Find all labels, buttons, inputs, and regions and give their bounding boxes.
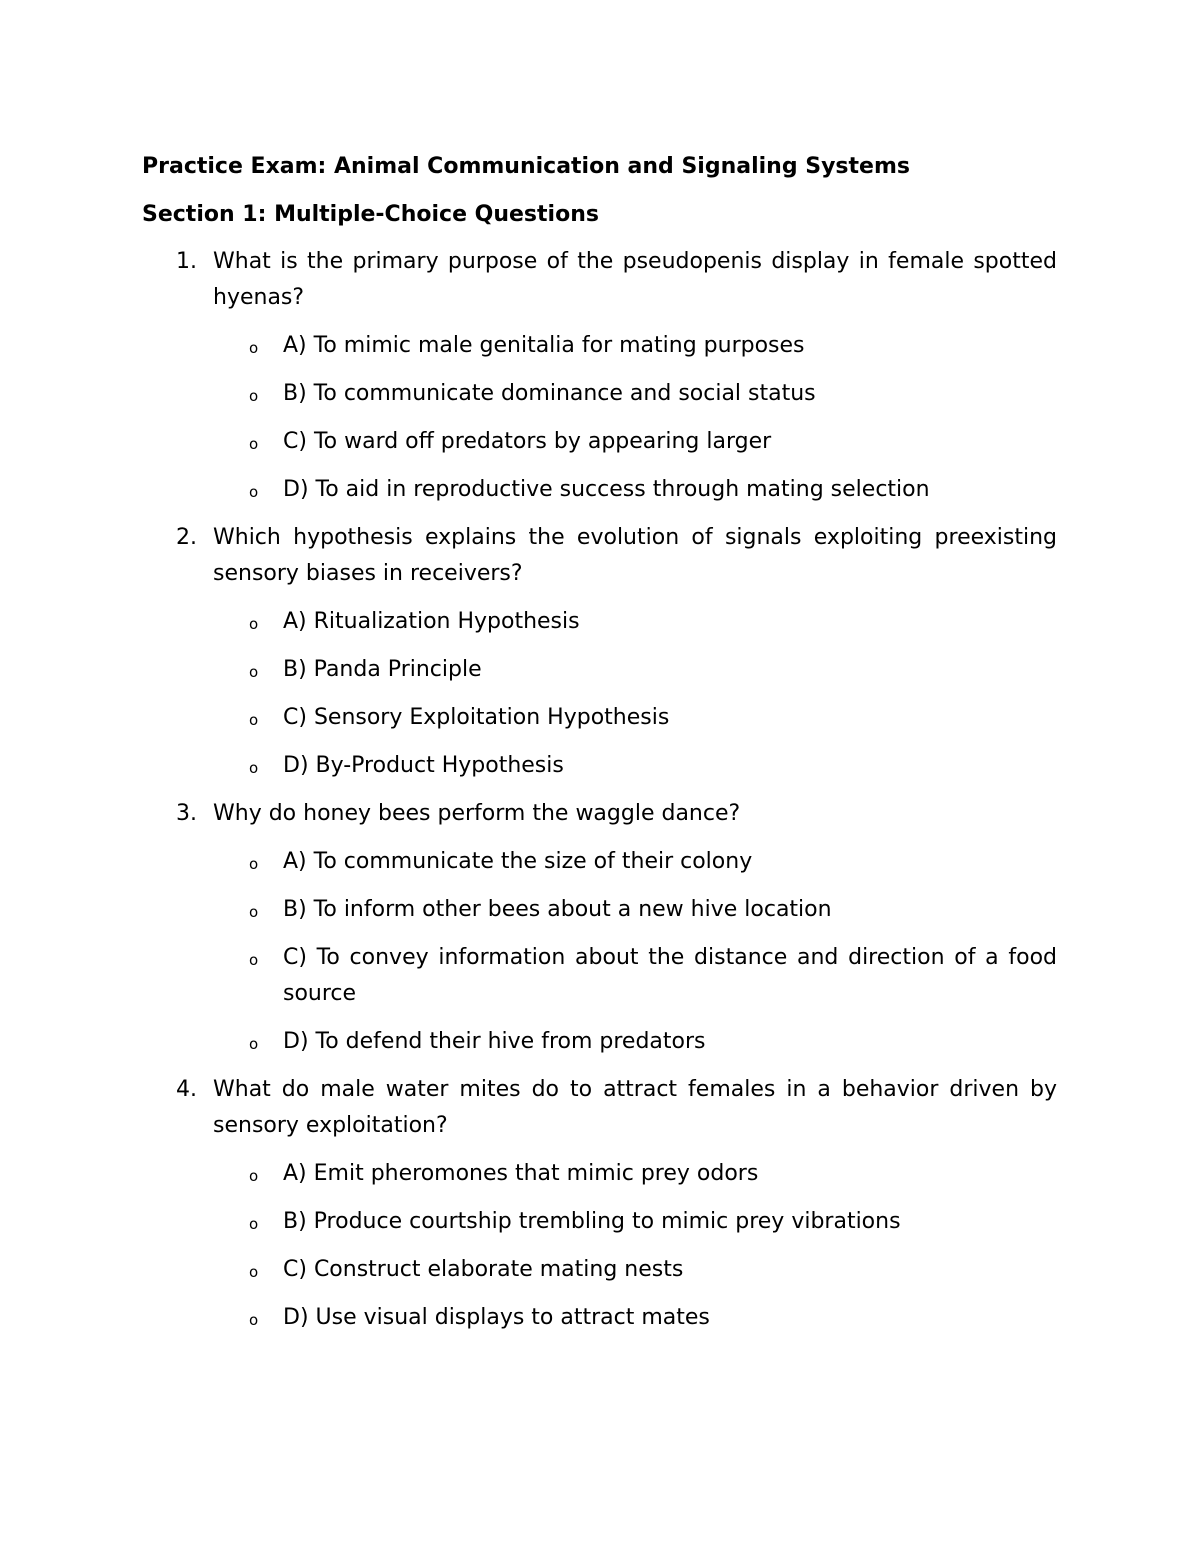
answer-option bbox=[213, 376, 1057, 412]
bullet-icon: o bbox=[249, 903, 259, 921]
bullet-icon: o bbox=[249, 483, 259, 501]
question-number: 1. bbox=[176, 249, 197, 274]
bullet-icon: o bbox=[249, 1167, 259, 1185]
question-text: What is the primary purpose of the pseudopenis display in female spotted hyenas? bbox=[213, 249, 1057, 310]
bullet-icon: o bbox=[249, 855, 259, 873]
answer-option-text: D) To aid in reproductive success through mating selection bbox=[283, 477, 930, 502]
bullet-icon: o bbox=[249, 711, 259, 729]
bullet-icon: o bbox=[249, 339, 259, 357]
question-list bbox=[142, 244, 1057, 1336]
answer-option-text: D) Use visual displays to attract mates bbox=[283, 1305, 710, 1330]
answer-option-text: A) To mimic male genitalia for mating purposes bbox=[283, 333, 805, 358]
answer-option-text: B) To inform other bees about a new hive location bbox=[283, 897, 832, 922]
answer-option bbox=[213, 328, 1057, 364]
answer-option-text: C) Sensory Exploitation Hypothesis bbox=[283, 705, 670, 730]
question-item bbox=[142, 244, 1057, 508]
bullet-icon: o bbox=[249, 615, 259, 633]
question-text: What do male water mites do to attract females in a behavior driven by sensory exploitation? bbox=[213, 1077, 1057, 1138]
answer-option bbox=[213, 604, 1057, 640]
bullet-icon: o bbox=[249, 1215, 259, 1233]
answer-option-text: C) Construct elaborate mating nests bbox=[283, 1257, 684, 1282]
answer-option-list bbox=[213, 1156, 1057, 1336]
question-item bbox=[142, 1072, 1057, 1336]
answer-option bbox=[213, 652, 1057, 688]
bullet-icon: o bbox=[249, 951, 259, 969]
answer-option-text: C) To ward off predators by appearing larger bbox=[283, 429, 772, 454]
bullet-icon: o bbox=[249, 1035, 259, 1053]
answer-option bbox=[213, 1204, 1057, 1240]
answer-option bbox=[213, 472, 1057, 508]
answer-option bbox=[213, 1300, 1057, 1336]
answer-option-text: C) To convey information about the distance and direction of a food source bbox=[283, 945, 1057, 1006]
answer-option bbox=[213, 844, 1057, 880]
answer-option-text: A) Ritualization Hypothesis bbox=[283, 609, 580, 634]
bullet-icon: o bbox=[249, 387, 259, 405]
answer-option bbox=[213, 940, 1057, 1012]
answer-option bbox=[213, 1024, 1057, 1060]
question-number: 3. bbox=[176, 801, 197, 826]
answer-option-text: B) Panda Principle bbox=[283, 657, 482, 682]
bullet-icon: o bbox=[249, 663, 259, 681]
answer-option bbox=[213, 424, 1057, 460]
document-page bbox=[142, 150, 1057, 1348]
document-title: Practice Exam: Animal Communication and Signaling Systems bbox=[142, 154, 910, 179]
question-text: Why do honey bees perform the waggle dance? bbox=[213, 801, 741, 826]
question-number: 4. bbox=[176, 1077, 197, 1102]
bullet-icon: o bbox=[249, 435, 259, 453]
question-text: Which hypothesis explains the evolution of signals exploiting preexisting sensory biases in receivers? bbox=[213, 525, 1057, 586]
answer-option-text: D) To defend their hive from predators bbox=[283, 1029, 706, 1054]
answer-option-list bbox=[213, 604, 1057, 784]
section-title: Section 1: Multiple-Choice Questions bbox=[142, 202, 599, 227]
answer-option bbox=[213, 748, 1057, 784]
answer-option-text: A) To communicate the size of their colony bbox=[283, 849, 753, 874]
answer-option-list bbox=[213, 328, 1057, 508]
answer-option-text: D) By-Product Hypothesis bbox=[283, 753, 564, 778]
question-item bbox=[142, 520, 1057, 784]
answer-option-text: B) To communicate dominance and social status bbox=[283, 381, 816, 406]
answer-option-text: B) Produce courtship trembling to mimic prey vibrations bbox=[283, 1209, 901, 1234]
answer-option-list bbox=[213, 844, 1057, 1060]
answer-option bbox=[213, 1252, 1057, 1288]
answer-option bbox=[213, 700, 1057, 736]
bullet-icon: o bbox=[249, 759, 259, 777]
answer-option bbox=[213, 1156, 1057, 1192]
question-item bbox=[142, 796, 1057, 1060]
bullet-icon: o bbox=[249, 1263, 259, 1281]
question-number: 2. bbox=[176, 525, 197, 550]
answer-option bbox=[213, 892, 1057, 928]
bullet-icon: o bbox=[249, 1311, 259, 1329]
answer-option-text: A) Emit pheromones that mimic prey odors bbox=[283, 1161, 759, 1186]
